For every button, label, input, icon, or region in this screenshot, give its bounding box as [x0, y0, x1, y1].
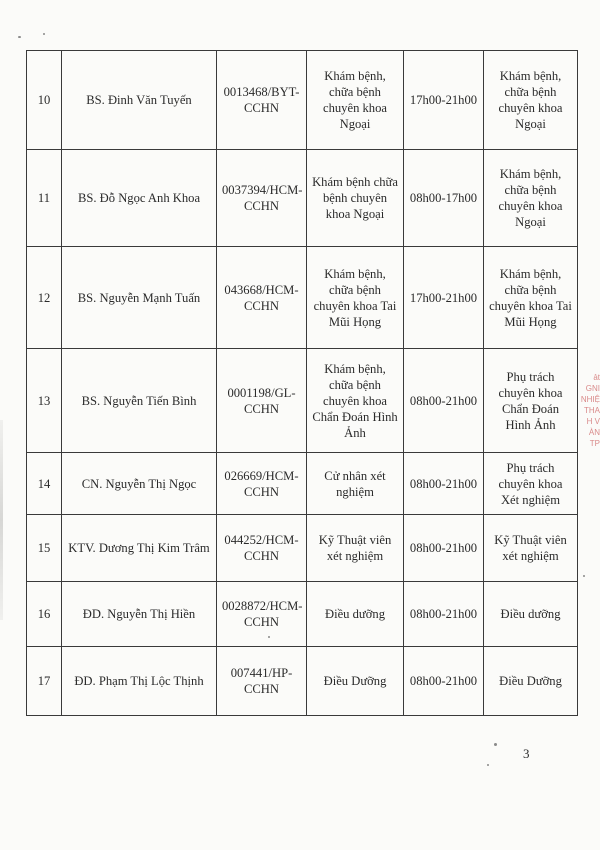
practice-scope: Điều dưỡng: [307, 582, 404, 647]
practice-scope: Cử nhân xét nghiệm: [307, 453, 404, 515]
practice-scope: Khám bệnh, chữa bệnh chuyên khoa Ngoại: [307, 51, 404, 150]
practice-scope: Điều Dưỡng: [307, 647, 404, 716]
row-number: 11: [27, 150, 62, 247]
staff-name: BS. Nguyễn Mạnh Tuấn: [62, 247, 217, 349]
row-number: 16: [27, 582, 62, 647]
working-hours: 08h00-21h00: [404, 647, 484, 716]
staff-name: CN. Nguyễn Thị Ngọc: [62, 453, 217, 515]
practice-scope: Khám bệnh chữa bệnh chuyên khoa Ngoại: [307, 150, 404, 247]
staff-name: ĐD. Phạm Thị Lộc Thịnh: [62, 647, 217, 716]
working-hours: 17h00-21h00: [404, 247, 484, 349]
license-number: 044252/HCM-CCHN: [217, 515, 307, 582]
staff-table: [26, 50, 578, 716]
practice-scope: Kỹ Thuật viên xét nghiệm: [307, 515, 404, 582]
working-hours: 08h00-21h00: [404, 349, 484, 453]
scan-speck: [487, 764, 489, 766]
scan-speck: [494, 743, 497, 746]
assigned-role: Phụ trách chuyên khoa Xét nghiệm: [484, 453, 578, 515]
scan-speck: [268, 636, 270, 638]
table-row: [27, 150, 578, 247]
row-number: 15: [27, 515, 62, 582]
assigned-role: Khám bệnh, chữa bệnh chuyên khoa Tai Mũi Họng: [484, 247, 578, 349]
scan-speck: [583, 575, 585, 577]
working-hours: 17h00-21h00: [404, 51, 484, 150]
row-number: 14: [27, 453, 62, 515]
assigned-role: Khám bệnh, chữa bệnh chuyên khoa Ngoại: [484, 150, 578, 247]
working-hours: 08h00-21h00: [404, 453, 484, 515]
assigned-role: Khám bệnh, chữa bệnh chuyên khoa Ngoại: [484, 51, 578, 150]
practice-scope: Khám bệnh, chữa bệnh chuyên khoa Chẩn Đoán Hình Ảnh: [307, 349, 404, 453]
license-number: 0013468/BYT-CCHN: [217, 51, 307, 150]
assigned-role: Điều Dưỡng: [484, 647, 578, 716]
table-row: [27, 453, 578, 515]
page-number: 3: [523, 746, 530, 761]
working-hours: 08h00-17h00: [404, 150, 484, 247]
working-hours: 08h00-21h00: [404, 582, 484, 647]
staff-name: ĐD. Nguyễn Thị Hiền: [62, 582, 217, 647]
assigned-role: Điều dưỡng: [484, 582, 578, 647]
row-number: 17: [27, 647, 62, 716]
scan-shadow: [0, 420, 3, 620]
license-number: 007441/HP-CCHN: [217, 647, 307, 716]
table-row: [27, 247, 578, 349]
license-number: 0037394/HCM-CCHN: [217, 150, 307, 247]
assigned-role: Phụ trách chuyên khoa Chẩn Đoán Hình Ảnh: [484, 349, 578, 453]
assigned-role: Kỹ Thuật viên xét nghiệm: [484, 515, 578, 582]
working-hours: 08h00-21h00: [404, 515, 484, 582]
license-number: 0028872/HCM-CCHN: [217, 582, 307, 647]
scan-speck: [43, 33, 45, 35]
license-number: 043668/HCM-CCHN: [217, 247, 307, 349]
table-row: [27, 349, 578, 453]
table-row: [27, 647, 578, 716]
practice-scope: Khám bệnh, chữa bệnh chuyên khoa Tai Mũi Họng: [307, 247, 404, 349]
staff-name: KTV. Dương Thị Kim Trâm: [62, 515, 217, 582]
staff-name: BS. Đỗ Ngọc Anh Khoa: [62, 150, 217, 247]
stamp-fragment: ảt GNI NHIỆ THA H V ÀN TP: [580, 373, 600, 448]
scan-speck: [18, 36, 21, 38]
table-row: [27, 51, 578, 150]
row-number: 12: [27, 247, 62, 349]
staff-name: BS. Nguyễn Tiến Bình: [62, 349, 217, 453]
staff-name: BS. Đinh Văn Tuyến: [62, 51, 217, 150]
license-number: 026669/HCM-CCHN: [217, 453, 307, 515]
license-number: 0001198/GL-CCHN: [217, 349, 307, 453]
row-number: 13: [27, 349, 62, 453]
table-row: [27, 515, 578, 582]
row-number: 10: [27, 51, 62, 150]
table-row: [27, 582, 578, 647]
